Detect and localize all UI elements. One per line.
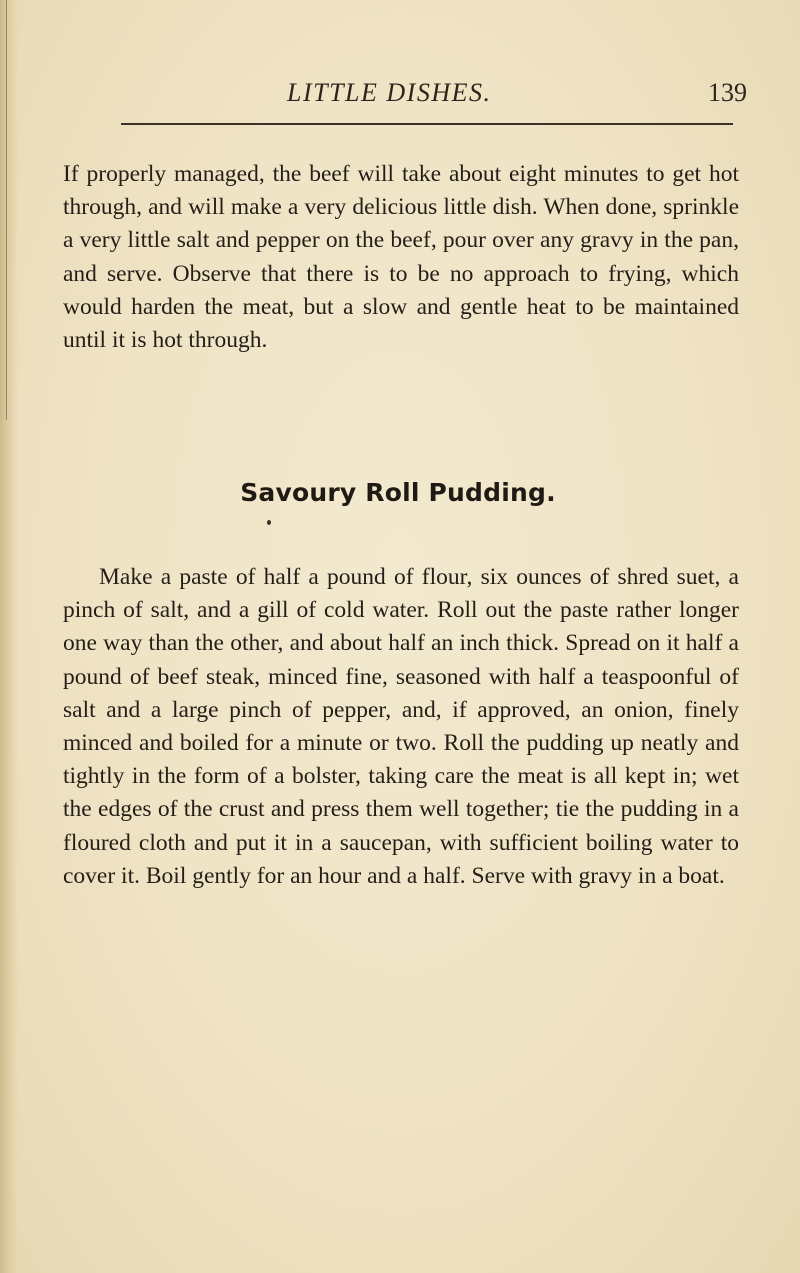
body-paragraph: If properly managed, the beef will take about eight minutes to get hot through, and will make a very delicious little dish. When done, sprinkle a very little salt and pepper on the beef, pour over any gravy in the pan, and serve. Observe that there is to be no approach to frying, which would harden the meat, but a slow and gentle heat to be maintained until it is hot through.: [63, 161, 739, 354]
page-binding-shadow: [0, 0, 18, 1273]
running-head: LITTLE DISHES.: [287, 78, 492, 107]
page-number: 139: [708, 78, 747, 107]
header-rule: [121, 123, 733, 125]
binding-edge-line: [6, 0, 7, 420]
page-header: [0, 78, 800, 118]
ink-speck: [267, 520, 271, 525]
recipe-paragraph: Make a paste of half a pound of flour, six ounces of shred suet, a pinch of salt, and a gill of cold water. Roll out the paste rather longer one way than the other, and about half an inch thick. Spread on it half a pound of beef steak, minced fine, seasoned with half a teaspoonful of salt and a large pinch of pepper, and, if approved, an onion, finely minced and boiled for a minute or two. Roll the pudding up neatly and tightly in the form of a bolster, taking care the meat is all kept in; wet the edges of the crust and press them well together; tie the pudding in a floured cloth and put it in a saucepan, with sufficient boiling water to cover it. Boil gently for an hour and a half. Serve with gravy in a boat.: [63, 564, 739, 889]
recipe-title: Savoury Roll Pudding.: [240, 478, 556, 507]
